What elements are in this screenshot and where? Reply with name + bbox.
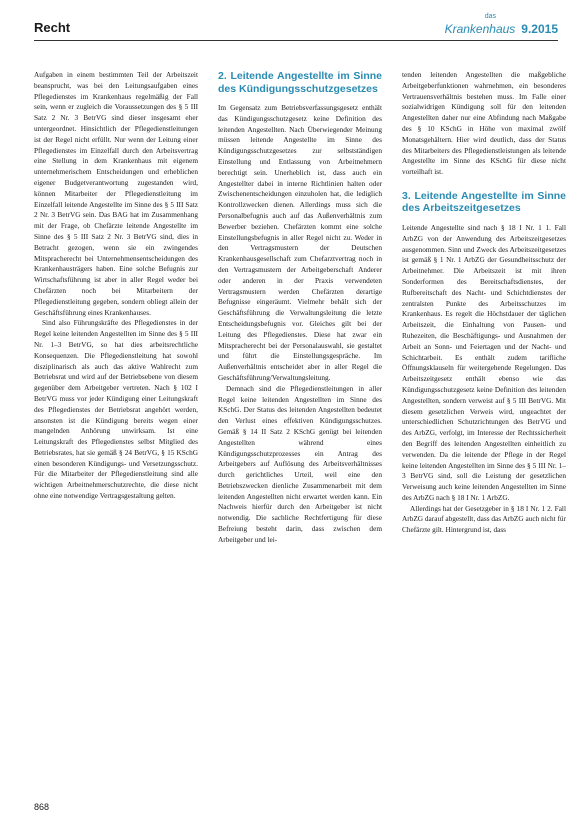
page-number: 868 [34,802,50,812]
magazine-logo [445,13,558,38]
column-1 [34,70,198,800]
issue-number: 9.2015 [521,22,558,36]
section-heading-3: 3. Leitende Angestellte im Sinne des Arbeitszeitgesetzes [402,189,566,215]
article-body [34,70,566,800]
column-3 [402,70,566,800]
section-label: Recht [34,20,71,35]
header-rule [34,40,558,41]
paragraph: tenden leitenden Angestellten die maßgebliche Arbeitgeberfunktionen wahrnehmen, ein besonderes Vertrauensverhältnis bestehen muss. Im Falle einer sozialwidrigen Kündigung soll für den leitenden Angestellten daher nur eine Abfindung nach Maßgabe des § 10 KSchG in Höhe von maximal zwölf Monatsgehältern. Hier wird deutlich, dass der Status des Mitarbeiters des Pflegedienstleistungen als leitende Angestellte im Sinne des KSchG für diese nicht vorteilhaft ist. [402,70,566,177]
column-2 [218,70,382,800]
magazine-name: Krankenhaus [444,22,516,36]
paragraph: Allerdings hat der Gesetzgeber in § 18 I Nr. 1 2. Fall ArbZG darauf abgestellt, dass das ArbZG auch nicht für Chefärzte gilt. Hintergrund ist, dass [402,503,566,535]
page-header [0,0,587,46]
paragraph: Demnach sind die Pflegedienstleitungen in aller Regel keine leitenden Angestellten im Sinne des KSchG. Der Status des leitenden Angestellten bedeutet den Verlust eines effektiven Kündigungsschutzes. Gemäß § 14 II Satz 2 KSchG genügt bei leitenden Angestellten während eines Kündigungsschutzprozesses ein Antrag des Arbeitgebers auf Auflösung des Arbeitsverhältnisses durch gerichtliches Urteil, weil eine den Betriebszwecken dienliche Zusammenarbeit mit dem leitenden Angestellten nicht erwartet werden kann. Ein Nachweis hierfür durch den Arbeitgeber ist nicht notwendig. Die sachliche Rechtfertigung für diese Befreiung besteht darin, dass zwischen dem Arbeitgeber und lei- [218,383,382,544]
paragraph: Leitende Angestellte sind nach § 18 I Nr. 1 1. Fall ArbZG von der Anwendung des Arbeitszeitgesetzes ausgenommen. Sinn und Zweck des Arbeitszeitgesetzes ist gemäß § 1 Nr. 1 ArbZG der Gesundheitsschutz der Arbeitnehmer. Die Arbeitszeit ist mit ihren Sonderformen des Bereitschaftsdienstes, der Rufbereitschaft des Nacht- und Schichtdienstes der zentralsten Punkte des Arbeitsschutzes im Krankenhaus. Es regelt die Höchstdauer der täglichen Arbeitszeit, die Einhaltung von Pausen- und Ruhezeiten, die Beschäftigungs- und Ausnahmen der Arbeit an Sonn- und Feiertagen und der Nacht- und Schichtarbeit. Es enthält zudem tarifliche Öffnungsklauseln für weitergehende Regelungen. Das Arbeitszeitgesetz enthält ebenso wie das Kündigungsschutzgesetz keine Definition des leitenden Angestellten, sondern verweist auf § 5 III BetrVG. Mit diesem gesetzlichen Verweis wird, ungeachtet der unterschiedlichen Schutzrichtungen des BetrVG und des ArbZG, verfolgt, im Interesse der Rechtssicherheit den Begriff des leitenden Angestellten einheitlich zu verwenden. Da die leitende der Pflege in der Regel keine leitenden Angestellten im Sinne des § 5 III Nr. 1–3 BetrVG sind, soll die Leistung der gesetzlichen Verweisung auch keine leitenden Angestellten im Sinne des ArbZG nach § 18 I Nr. 1 ArbZG. [402,222,566,502]
paragraph: Sind also Führungskräfte des Pflegedienstes in der Regel keine leitenden Angestellten im Sinne des § 5 III Nr. 1–3 BetrVG, so hat dies arbeitsrechtliche Konsequenzen. Die Pflegedienstleitung hat sowohl disziplinarisch als auch das aktive Wahlrecht zum Betriebsrat und wird auf der Betriebsebene von diesem gegenüber dem Arbeitgeber vertreten. Nach § 102 I BetrVG muss vor jeder Kündigung einer Leitungskraft des Pflegedienstes der Betriebsrat angehört werden, ansonsten ist die Kündigung bereits wegen einer mangelnden Anhörung unwirksam. Ist eine Leitungskraft des Pflegedienstes selbst Mitglied des Betriebsrates, hat sie gemäß § 24 BetrVG, § 15 KSchG einen besonderen Kündigungs- und Versetzungsschutz. Für die Mitarbeiter der Pflegedienstleitung sind alle wichtigen Arbeitnehmerschutzrechte, die diese nicht ohne eine notwendige Vertragsgestaltung gelten. [34,318,198,501]
magazine-small-word: das [484,13,496,20]
paragraph: Aufgaben in einem bestimmten Teil der Arbeitszeit beansprucht, was bei den Leitungsaufgaben eines Pflegedienstes im Krankenhaus regelmäßig der Fall sein, wenn er zugleich die Voraussetzungen des § 5 III Satz 2 Nr. 3 BetrVG sind dieser insgesamt eher untergeordnet. Hinsichtlich der Pflegedienstleitungen ist der Regel nicht erfüllt. Nur wenn der Leitung einer Pflegedienstes im Einzelfall durch den Arbeitsvertrag eine Stellung in dem Krankenhaus mit eigenem unternehmerischem Entscheidungen und erheblichen eigener Budgetverantwortung zugestanden wird, können Mitarbeiter der Pflegedienstleitung im Einzelfall leitende Angestellte im Sinne des § 5 III Satz 2 Nr. 3 BetrVG sein. Das BAG hat im Zusammenhang mit der Frage, ob Chefärzte leitende Angestellte im Sinne des § 5 III Satz 2 Nr. 3 BetrVG sind, dies in Betracht gezogen, wenn sie ein zwingendes Mitspracherecht bei Unternehmensentscheidungen des Krankenhausträgers haben. Eine solche Befugnis zur Wirtschaftsführung ist aber in aller Regel weder bei Chefärzten noch bei Mitarbeitern der Pflegedienstleitung gegeben, sondern obliegt allein der Geschäftsführung eines Krankenhauses. [34,70,198,317]
paragraph: Im Gegensatz zum Betriebsverfassungsgesetz enthält das Kündigungsschutzgesetz keine Definition des leitenden Angestellten. Nach Überwiegender Meinung müssen leitende Angestellte im Sinne des Kündigungsschutzgesetzes zur selbstständigen Einstellung und Entlassung von Arbeitnehmern berechtigt sein. Unerheblich ist, dass auch ein Angestellter dabei in interne Richtlinien halten oder Zwischenentscheidungen einzuholen hat, die lediglich Kontrollzwecken dienen. Allerdings muss sich die Personalbefugnis auch auf das Außenverhältnis zum Bewerber beziehen. Chefärzten kommt eine solche Einstellungsbefugnis in aller Regel nicht zu. Weder in den Vertragsmustern der Deutschen Krankenhausgesellschaft zum Chefarztvertrag noch in den Vertragsmustern der Arbeitgeberschaft Anderer oder anderen in der Praxis verwendeten Vertragsmustern werden Chefärzten derartige Befugnisse eingeräumt. Vielmehr behält sich der Geschäftsführung die Verwaltungsleitung die letzte Entscheidungsbefugnis vor. Gleiches gilt bei der Leitung des Pflegedienstes. Diese hat zwar ein Mitspracherecht bei der Personalauswahl, sie gestaltet und führt die Einstellungsgespräche. Im Außenverhältnis entscheidet aber in aller Regel die Geschäftsführung/Verwaltungsleitung. [218,103,382,382]
section-heading-2: 2. Leitende Angestellte im Sinne des Kündigungsschutzgesetzes [218,70,382,95]
